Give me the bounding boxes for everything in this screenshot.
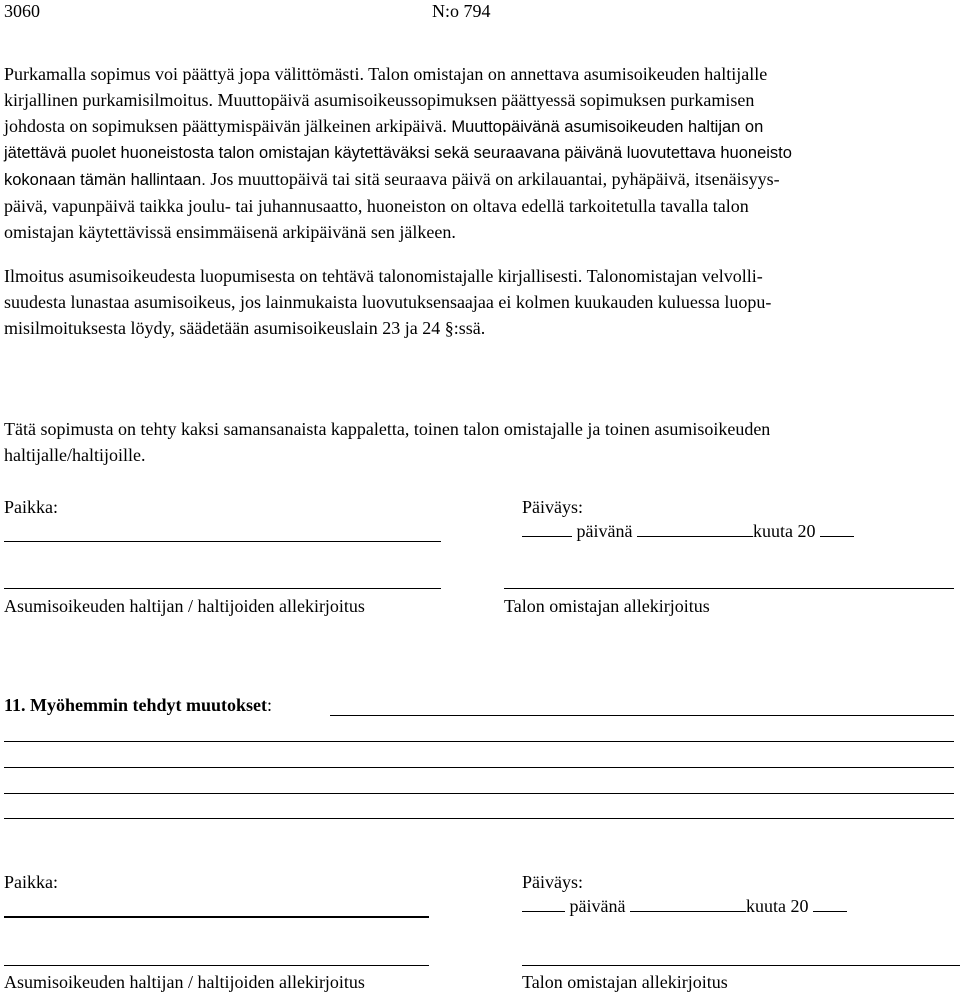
- month-word: kuuta 20: [745, 896, 809, 916]
- copies-paragraph: [4, 416, 770, 468]
- month-blank[interactable]: [637, 520, 753, 537]
- changes-line[interactable]: [4, 767, 954, 768]
- day-blank[interactable]: [522, 895, 565, 912]
- day-word: päivänä: [569, 896, 626, 916]
- date-label: Päiväys:: [522, 497, 583, 517]
- date-label: Päiväys:: [522, 872, 583, 892]
- changes-line[interactable]: [330, 715, 954, 716]
- statute-reference: N:o 794: [432, 1, 491, 21]
- holder-signature-line[interactable]: [4, 588, 441, 589]
- page-number: 3060: [4, 1, 40, 21]
- month-blank[interactable]: [630, 895, 746, 912]
- place-label: Paikka:: [4, 872, 58, 892]
- date-line: [522, 518, 854, 544]
- text-line: omistajan käytettävissä ensimmäisenä arkipäivänä sen jälkeen.: [4, 222, 456, 242]
- year-blank[interactable]: [820, 520, 854, 537]
- day-blank[interactable]: [522, 520, 572, 537]
- text-line: päivä, vapunpäivä taikka joulu- tai juhannusaatto, huoneiston on oltava edellä tarkoitetulla tavalla talon: [4, 196, 749, 216]
- text-line: jätettävä puolet huoneistosta talon omistajan käytettäväksi sekä seuraavana päivänä luovutettava huoneisto: [4, 144, 792, 162]
- text-line: misilmoituksesta löydy, säädetään asumisoikeuslain 23 ja 24 §:ssä.: [4, 318, 486, 338]
- text-line: kokonaan tämän hallintaan. Jos muuttopäivä tai sitä seuraava päivä on arkilauantai, pyhäpäivä, itsenäisyys-: [4, 169, 780, 189]
- relinquishment-paragraph: [4, 263, 771, 341]
- owner-signature-label: Talon omistajan allekirjoitus: [504, 596, 710, 616]
- place-line[interactable]: [4, 916, 429, 918]
- holder-signature-label: Asumisoikeuden haltijan / haltijoiden allekirjoitus: [4, 596, 365, 616]
- date-line: [522, 893, 847, 919]
- holder-signature-line[interactable]: [4, 965, 429, 966]
- place-label: Paikka:: [4, 497, 58, 517]
- text-line: kirjallinen purkamisilmoitus. Muuttopäivä asumisoikeussopimuksen päättyessä sopimuksen purkamisen: [4, 90, 755, 110]
- month-word: kuuta 20: [752, 521, 816, 541]
- text-line: Ilmoitus asumisoikeudesta luopumisesta on tehtävä talonomistajalle kirjallisesti. Talonomistajan velvolli-: [4, 266, 763, 286]
- text-line: Tätä sopimusta on tehty kaksi samansanaista kappaletta, toinen talon omistajalle ja toinen asumisoikeuden: [4, 419, 771, 439]
- year-blank[interactable]: [813, 895, 847, 912]
- section-11-heading: 11. Myöhemmin tehdyt muutokset:: [4, 695, 273, 715]
- text-line: suudesta lunastaa asumisoikeus, jos lainmukaista luovutuksensaajaa ei kolmen kuukauden kuluessa luopu-: [4, 292, 772, 312]
- changes-line[interactable]: [4, 741, 954, 742]
- owner-signature-label: Talon omistajan allekirjoitus: [522, 972, 728, 992]
- day-word: päivänä: [576, 521, 633, 541]
- owner-signature-line[interactable]: [504, 588, 954, 589]
- place-line[interactable]: [4, 541, 441, 542]
- changes-line[interactable]: [4, 793, 954, 794]
- holder-signature-label: Asumisoikeuden haltijan / haltijoiden allekirjoitus: [4, 972, 365, 992]
- termination-paragraph: [4, 61, 792, 245]
- text-line: Purkamalla sopimus voi päättyä jopa välittömästi. Talon omistajan on annettava asumisoikeuden haltijalle: [4, 64, 768, 84]
- owner-signature-line[interactable]: [522, 965, 960, 966]
- text-line: johdosta on sopimuksen päättymispäivän jälkeinen arkipäivä. Muuttopäivänä asumisoikeuden haltijan on: [4, 116, 764, 136]
- text-line: haltijalle/haltijoille.: [4, 445, 146, 465]
- changes-line[interactable]: [4, 818, 954, 819]
